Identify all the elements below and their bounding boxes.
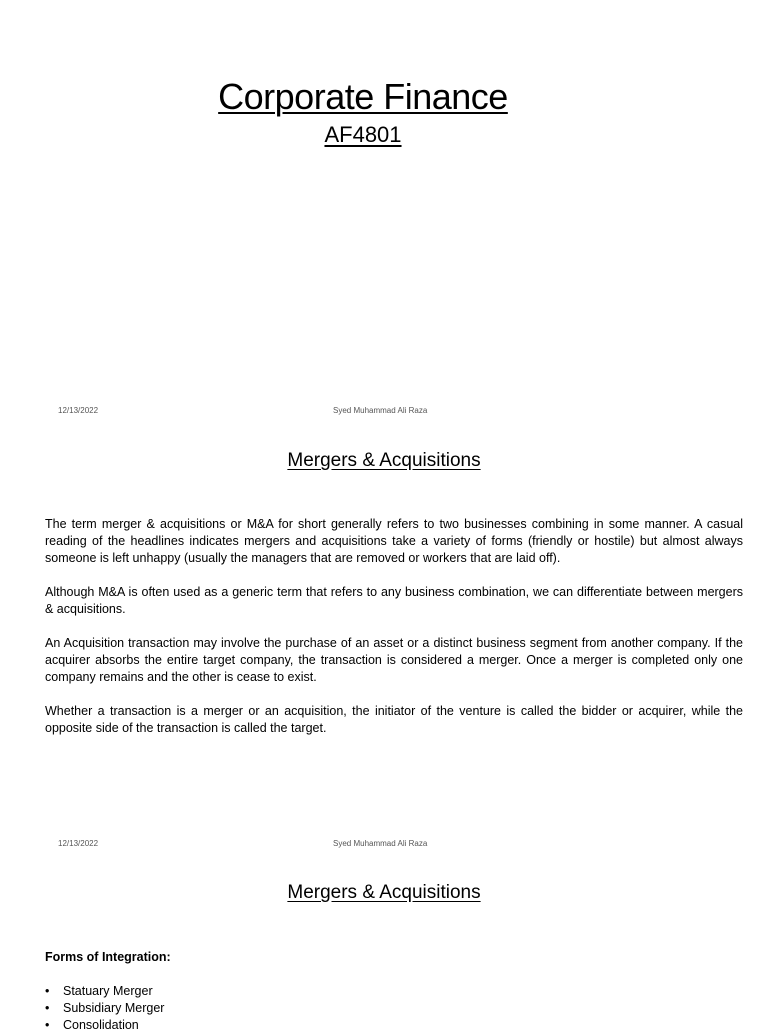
- slide2-heading: Mergers & Acquisitions: [287, 450, 481, 471]
- forms-of-integration-list: [45, 983, 164, 1034]
- list-item-label: Statuary Merger: [63, 984, 153, 998]
- slide2-body: [45, 516, 743, 754]
- paragraph-ma-definition: The term merger & acquisitions or M&A for short generally refers to two businesses combining in some manner. A casual reading of the headlines indicates mergers and acquisitions take a variety of forms (friendly or hostile) but almost always someone is left unhappy (usually the managers that are removed or workers that are laid off).: [45, 517, 743, 565]
- slide1-footer-author: Syed Muhammad Ali Raza: [333, 406, 428, 415]
- slide-title: Corporate Finance: [218, 76, 508, 117]
- paragraph-ma-generic-term: Although M&A is often used as a generic term that refers to any business combination, we can differentiate between mergers & acquisitions.: [45, 585, 743, 616]
- list-item: [45, 983, 164, 1000]
- bullet-icon: •: [45, 1018, 50, 1032]
- forms-of-integration-heading: Forms of Integration:: [45, 950, 171, 964]
- slide2-footer-author: Syed Muhammad Ali Raza: [333, 839, 428, 848]
- bullet-icon: •: [45, 984, 50, 998]
- slide1-footer-date: 12/13/2022: [58, 406, 99, 415]
- course-code: AF4801: [324, 122, 402, 147]
- list-item-label: Subsidiary Merger: [63, 1001, 165, 1015]
- list-item: [45, 1017, 164, 1034]
- list-item: [45, 1000, 164, 1017]
- bullet-icon: •: [45, 1001, 50, 1015]
- list-item-label: Consolidation: [63, 1018, 139, 1032]
- slide2-footer-date: 12/13/2022: [58, 839, 99, 848]
- slide3-heading: Mergers & Acquisitions: [287, 882, 481, 903]
- paragraph-bidder-target: Whether a transaction is a merger or an acquisition, the initiator of the venture is called the bidder or acquirer, while the opposite side of the transaction is called the target.: [45, 704, 743, 735]
- paragraph-acquisition-transaction: An Acquisition transaction may involve the purchase of an asset or a distinct business segment from another company. If the acquirer absorbs the entire target company, the transaction is considered a merger. Once a merger is completed only one company remains and the other is cease to exist.: [45, 636, 743, 684]
